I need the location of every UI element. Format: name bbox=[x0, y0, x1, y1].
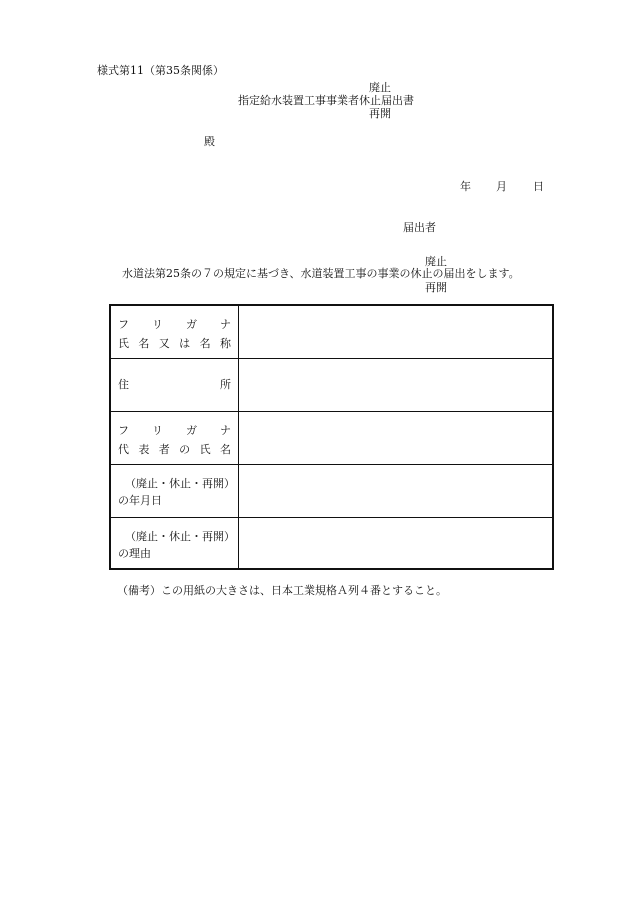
title-option-abolish: 廃止 bbox=[369, 81, 391, 94]
address-value-field[interactable] bbox=[239, 359, 552, 412]
date-label-line1: （廃止・休止・再開） bbox=[125, 477, 235, 490]
representative-name-label: 代 表 者 の 氏 名 bbox=[118, 443, 231, 456]
name-or-title-label: 氏 名 又 は 名 称 bbox=[118, 337, 231, 350]
date-label-line2: の年月日 bbox=[118, 494, 162, 507]
table-row-reason bbox=[111, 517, 552, 568]
date-month-label: 月 bbox=[496, 180, 507, 193]
addressee-suffix: 殿 bbox=[204, 135, 215, 148]
remarks-note: （備考）この用紙の大きさは、日本工業規格Ａ列４番とすること。 bbox=[117, 584, 447, 597]
label-representative bbox=[111, 412, 239, 465]
reason-label-line2: の理由 bbox=[118, 547, 151, 560]
statement-option-resume: 再開 bbox=[425, 281, 447, 294]
table-row-date bbox=[111, 464, 552, 518]
table-row-address bbox=[111, 358, 552, 412]
furigana-label: フ リ ガ ナ bbox=[118, 424, 231, 437]
date-year-label: 年 bbox=[460, 180, 471, 193]
address-label: 住 所 bbox=[118, 378, 231, 391]
furigana-label: フ リ ガ ナ bbox=[118, 318, 231, 331]
statement-text: 水道法第25条の７の規定に基づき、水道装置工事の事業の休止の届出をします。 bbox=[122, 267, 520, 280]
label-name bbox=[111, 306, 239, 358]
representative-value-field[interactable] bbox=[239, 412, 552, 465]
date-value-field[interactable] bbox=[239, 465, 552, 518]
reason-value-field[interactable] bbox=[239, 518, 552, 568]
form-number-label: 様式第11（第35条関係） bbox=[97, 64, 224, 77]
reason-label-line1: （廃止・休止・再開） bbox=[125, 530, 235, 543]
label-date bbox=[111, 465, 239, 518]
notification-form-table bbox=[109, 304, 554, 570]
table-row-representative bbox=[111, 411, 552, 465]
label-reason bbox=[111, 518, 239, 568]
title-option-resume: 再開 bbox=[369, 107, 391, 120]
date-day-label: 日 bbox=[533, 180, 544, 193]
name-value-field[interactable] bbox=[239, 306, 552, 358]
notifier-label: 届出者 bbox=[403, 221, 436, 234]
document-title: 指定給水装置工事事業者休止届出書 bbox=[238, 94, 414, 107]
statement-option-abolish: 廃止 bbox=[425, 255, 447, 268]
table-row-name bbox=[111, 306, 552, 358]
label-address bbox=[111, 359, 239, 412]
